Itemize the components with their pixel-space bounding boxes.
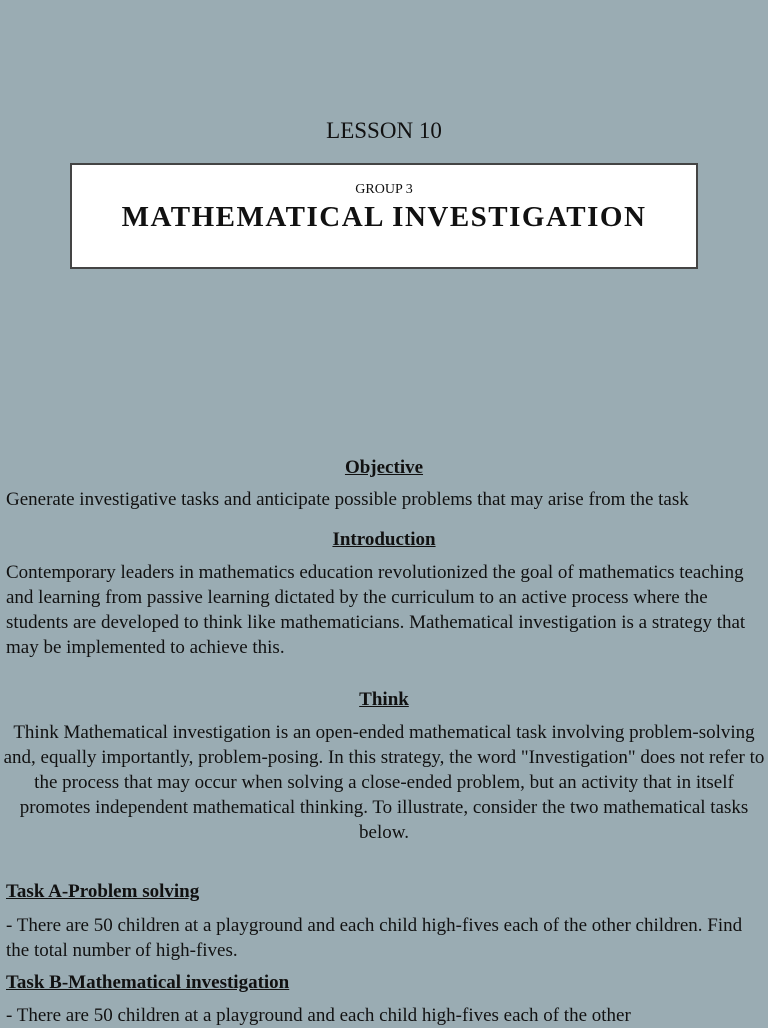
- objective-text: Generate investigative tasks and anticipate possible problems that may arise from the task: [6, 489, 689, 510]
- introduction-heading: Introduction: [332, 529, 436, 550]
- lesson-number: LESSON 10: [326, 118, 442, 143]
- think-text: Think Mathematical investigation is an open-ended mathematical task involving problem-solving and, equally importantly, problem-posing. In this strategy, the word "Investigation" does not refer to the process that may occur when solving a close-ended problem, but an activity that in itself promotes independent mathematical thinking. To illustrate, consider the two mathematical tasks below.: [3, 722, 765, 843]
- think-heading: Think: [359, 689, 409, 710]
- task-a-text: - There are 50 children at a playground and each child high-fives each of the other children. Find the total number of high-fives.: [6, 915, 743, 961]
- title-box: [70, 163, 698, 269]
- objective-heading: Objective: [344, 457, 424, 478]
- task-b-text: - There are 50 children at a playground and each child high-fives each of the other: [6, 1005, 631, 1026]
- introduction-text: Contemporary leaders in mathematics education revolutionized the goal of mathematics teaching and learning from passive learning dictated by the curriculum to an active process where the students are developed to think like mathematicians. Mathematical investigation is a strategy that may be implemented to achieve this.: [6, 562, 746, 658]
- group-label: GROUP 3: [355, 182, 413, 197]
- task-a-heading: Task A-Problem solving: [6, 881, 200, 902]
- task-b-heading: Task B-Mathematical investigation: [6, 972, 290, 993]
- document-title: MATHEMATICAL INVESTIGATION: [121, 201, 647, 233]
